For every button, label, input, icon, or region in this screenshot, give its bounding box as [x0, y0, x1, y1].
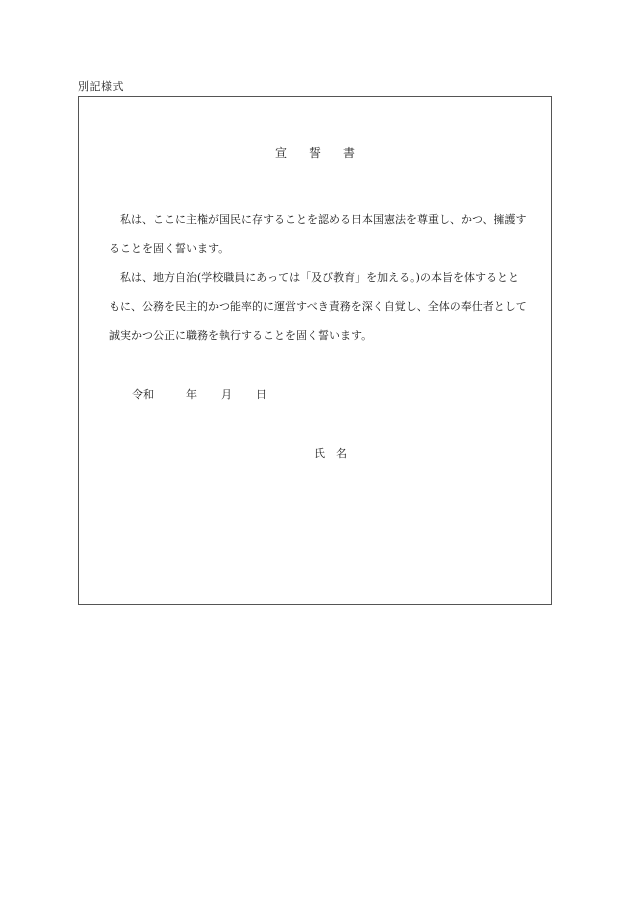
signature-name-label: 氏 名 — [314, 447, 347, 460]
title-char: 宣 — [274, 146, 287, 160]
title-char: 書 — [343, 146, 356, 160]
date-line — [132, 387, 267, 403]
oath-paragraph: 私は、地方自治(学校職員にあっては「及び教育」を加える。)の本旨を体するとともに、公務を民主的かつ能率的に運営すべき責務を深く自覚し、全体の奉仕者として誠実かつ公正に職務を執行することを固く誓います。 — [109, 271, 527, 342]
date-month: 月 — [221, 388, 232, 401]
oath-paragraph: 私は、ここに主権が国民に存することを認める日本国憲法を尊重し、かつ、擁護することを固く誓います。 — [109, 213, 527, 255]
title-char: 誓 — [308, 146, 321, 160]
document-title — [79, 145, 551, 161]
oath-body — [109, 205, 527, 350]
date-year: 年 — [186, 388, 197, 401]
date-era: 令和 — [132, 388, 154, 401]
date-day: 日 — [256, 388, 267, 401]
form-label: 別記様式 — [78, 80, 124, 93]
oath-document-frame — [78, 96, 552, 605]
